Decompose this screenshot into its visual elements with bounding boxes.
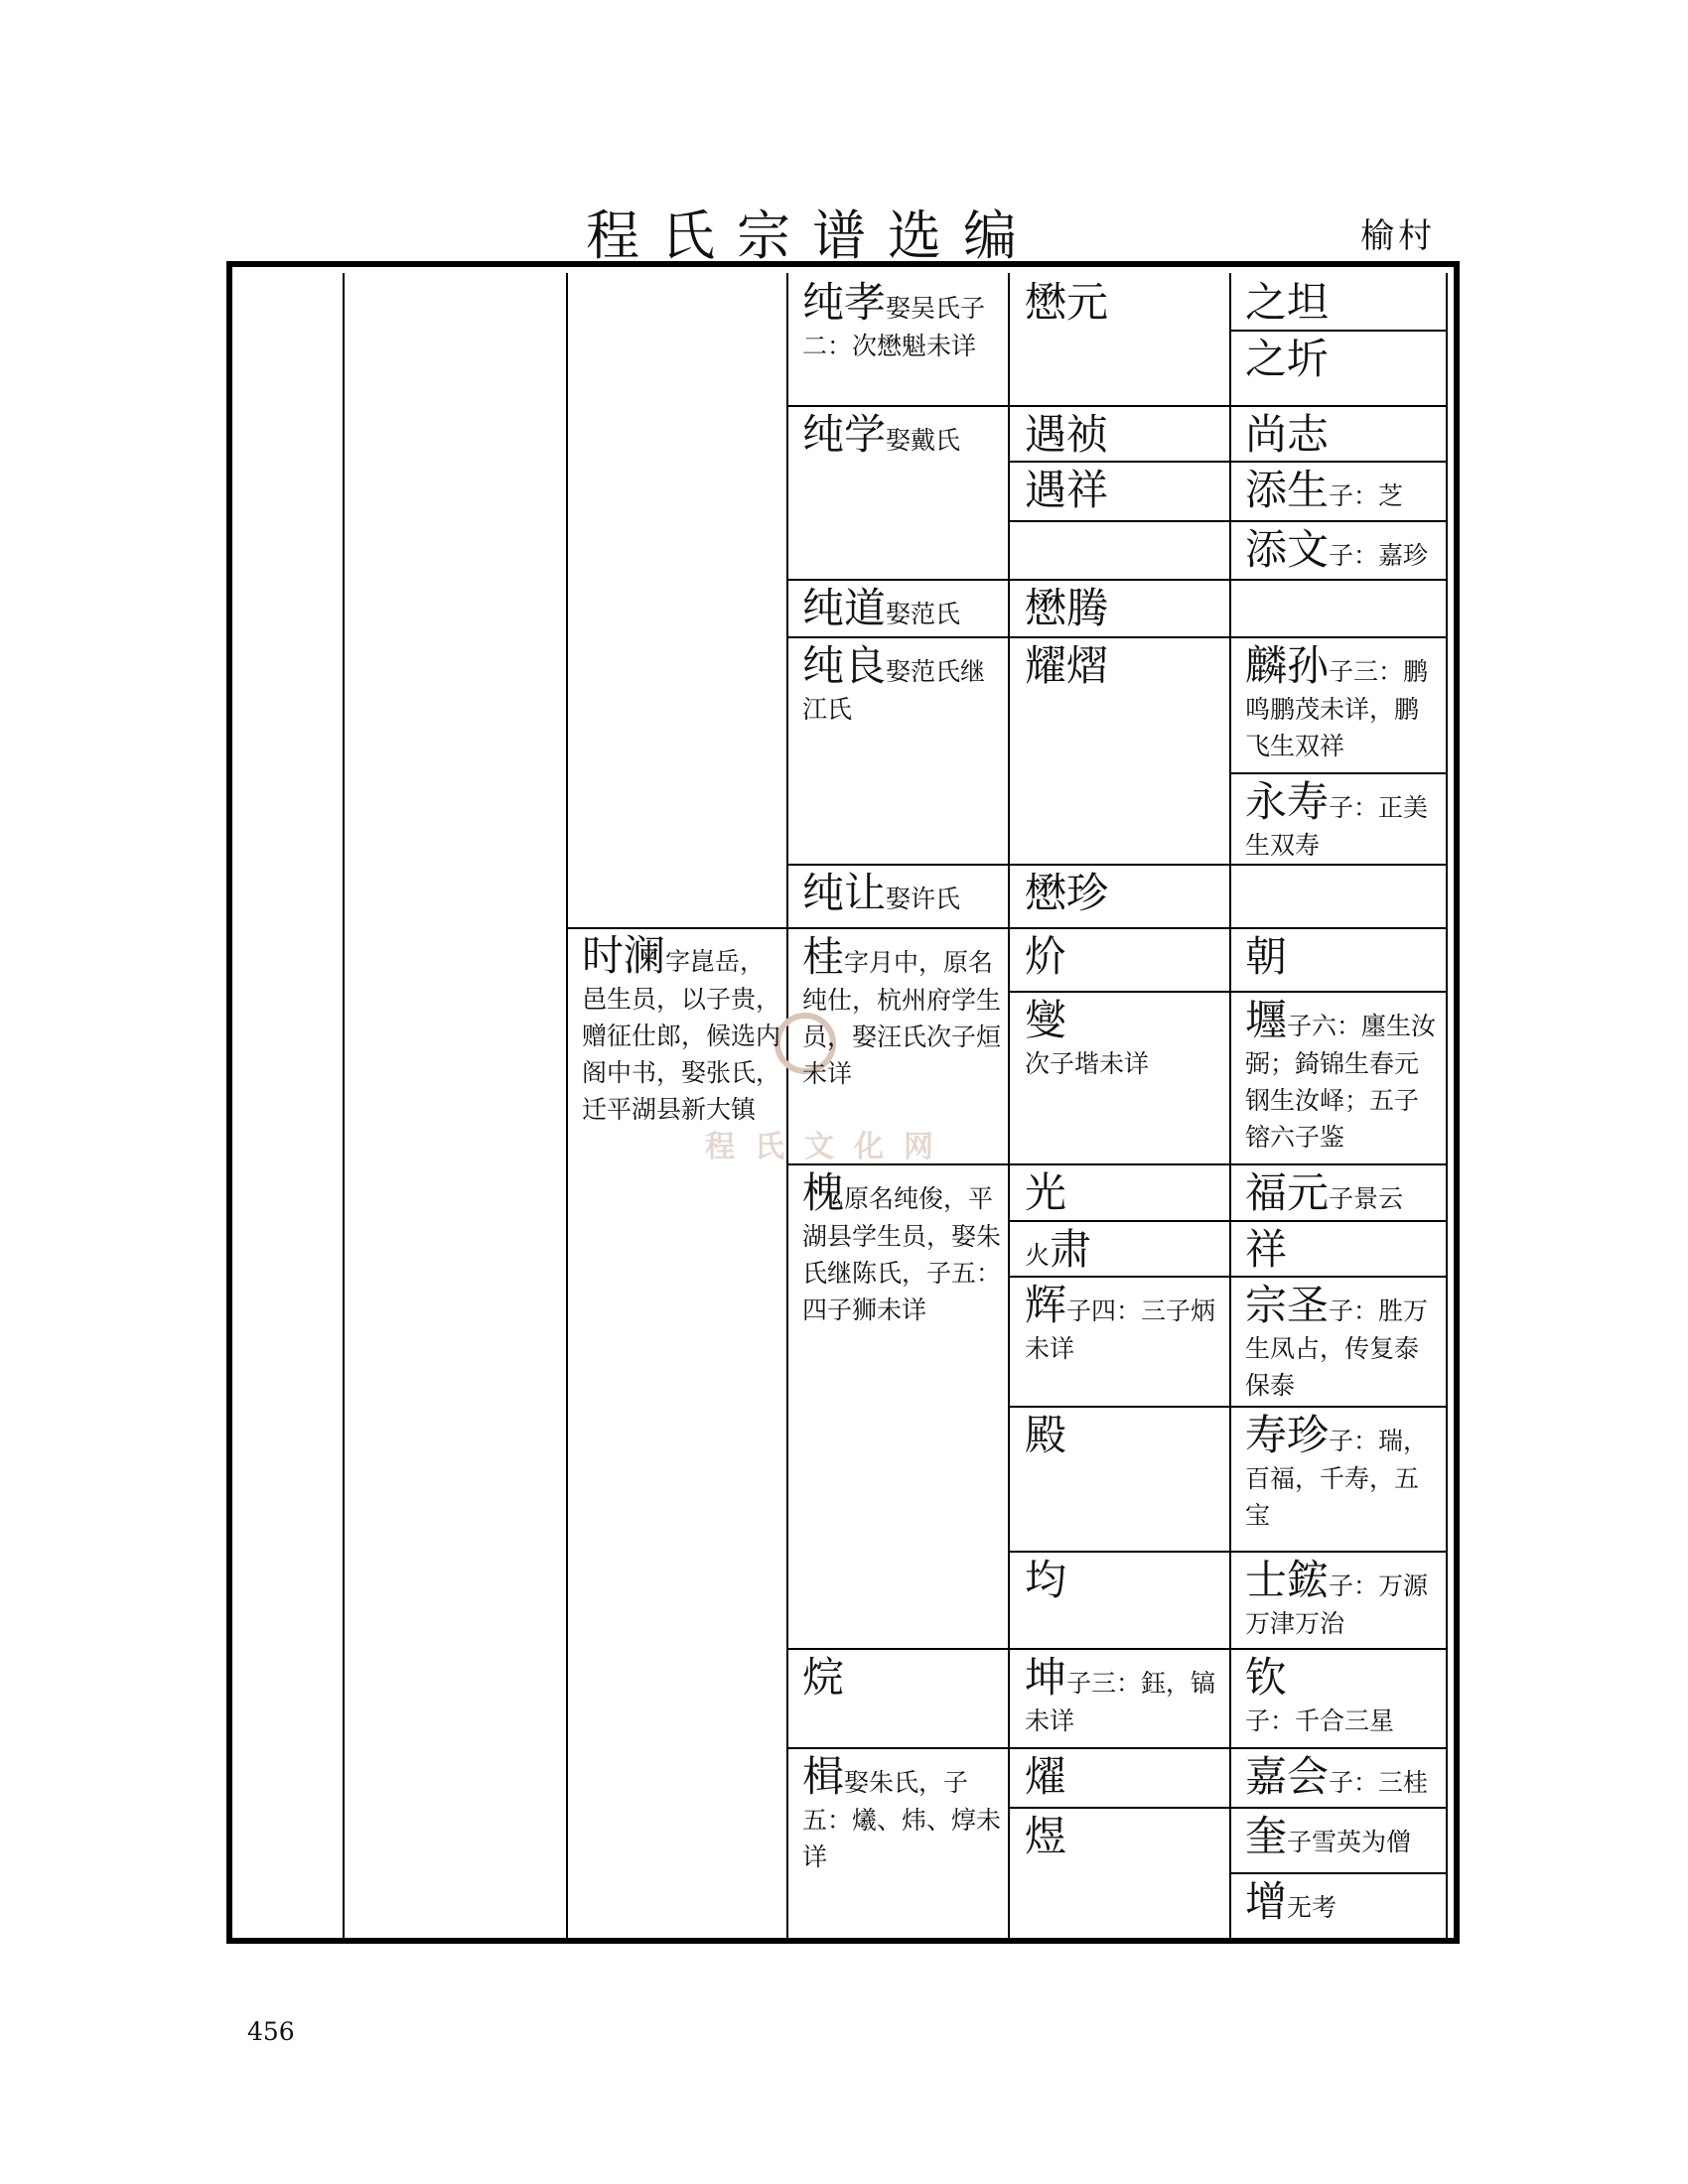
person-note: 字月中，原名纯仕，杭州府学生员，娶汪氏次子烜未详: [802, 948, 1001, 1088]
row-divider: [1008, 636, 1231, 638]
person-name: 奎: [1245, 1812, 1288, 1860]
row-divider: [1008, 461, 1231, 463]
person-note: 无考: [1287, 1893, 1337, 1922]
person-name: 宗圣: [1245, 1281, 1330, 1329]
entry-chao: [1245, 932, 1440, 982]
person-note: 原名纯俊，平湖县学生员，娶朱氏继陈氏，子五：四子狮未详: [802, 1184, 1001, 1324]
person-name: 纯让: [802, 869, 887, 917]
row-divider: [1229, 772, 1448, 774]
entry-xiang: [1245, 1225, 1440, 1275]
entry-jie: [1025, 932, 1223, 982]
entry-hui: [1025, 1281, 1223, 1367]
person-name: 增: [1245, 1877, 1288, 1926]
row-divider: [1229, 1406, 1448, 1408]
row-divider: [786, 1648, 1010, 1650]
person-name: 壥: [1245, 996, 1288, 1044]
person-note: 娶戴氏: [886, 426, 961, 455]
entry-qin: [1245, 1653, 1440, 1739]
person-name: 添生: [1245, 466, 1330, 514]
person-name: 光: [1025, 1168, 1067, 1217]
person-note: 娶许氏: [886, 885, 961, 913]
entry-gui: [802, 932, 1001, 1092]
person-note: 子：正美生双寿: [1245, 793, 1429, 860]
person-name: 辉: [1025, 1281, 1067, 1329]
row-divider: [1008, 864, 1231, 866]
row-divider: [786, 864, 1010, 866]
person-name: 嘉会: [1245, 1752, 1330, 1801]
entry-jiahui: [1245, 1752, 1440, 1802]
entry-shilan: [582, 931, 780, 1128]
person-name: 炌: [1025, 932, 1067, 981]
column-divider: [566, 273, 568, 1943]
person-note: 字崑岳，邑生员，以子贵，赠征仕郎，候选内阁中书，娶张氏，迁平湖县新大镇: [582, 947, 780, 1124]
row-divider: [1008, 1276, 1231, 1278]
person-note: 子：芝: [1329, 481, 1404, 510]
person-name: 之圻: [1245, 335, 1330, 383]
row-divider: [1229, 991, 1448, 993]
row-divider: [1229, 461, 1448, 463]
person-name: 尚志: [1245, 410, 1330, 459]
person-name: 懋元: [1025, 278, 1109, 327]
person-name: 钦: [1245, 1653, 1288, 1702]
column-divider: [1008, 273, 1010, 1943]
person-name: 士鋐: [1245, 1556, 1330, 1604]
column-divider: [1229, 273, 1231, 1943]
row-divider: [1229, 864, 1448, 866]
entry-yuzhen: [1025, 410, 1223, 460]
person-note: 子：三桂: [1329, 1768, 1429, 1797]
entry-maozhen: [1025, 869, 1223, 918]
row-divider: [1229, 330, 1448, 332]
person-note: 子雪英为僧: [1287, 1828, 1412, 1856]
entry-linsun: [1245, 641, 1440, 764]
entry-yuxiang: [1025, 466, 1223, 515]
row-divider: [1008, 1551, 1231, 1553]
row-divider: [786, 636, 1010, 638]
person-name: 均: [1025, 1556, 1067, 1604]
person-radical: 火: [1025, 1241, 1051, 1270]
person-note: 子：瑞，百福，千寿，五宝: [1245, 1427, 1429, 1530]
entry-kuang: [802, 1653, 1001, 1703]
row-divider: [1229, 1220, 1448, 1222]
entry-guang: [1025, 1168, 1223, 1218]
entry-jun: [1025, 1556, 1223, 1605]
entry-chundao: [802, 584, 1001, 633]
row-divider: [1008, 520, 1231, 522]
row-divider: [1008, 1220, 1231, 1222]
row-divider: [1008, 1648, 1231, 1650]
entry-tianwen: [1245, 525, 1440, 575]
person-note: 子：千合三星: [1245, 1706, 1395, 1735]
entry-yu: [1025, 1812, 1223, 1861]
person-name: 寿珍: [1245, 1411, 1330, 1459]
row-divider: [1229, 1163, 1448, 1165]
row-divider: [1229, 636, 1448, 638]
person-name: 福元: [1245, 1168, 1330, 1217]
row-divider: [1229, 1747, 1448, 1749]
entry-kui: [1245, 1812, 1440, 1861]
person-name: 祥: [1245, 1225, 1288, 1274]
person-note: 子四：三子炳未详: [1025, 1297, 1216, 1363]
entry-tiansheng: [1245, 466, 1440, 515]
entry-fuyuan: [1245, 1168, 1440, 1218]
person-name: 楫: [802, 1752, 845, 1801]
person-name: 燮: [1025, 996, 1067, 1044]
row-divider: [1008, 1747, 1231, 1749]
person-note: 子三：鈺，镐未详: [1025, 1669, 1216, 1735]
entry-zhitan: [1245, 278, 1440, 328]
person-name: 时澜: [582, 931, 666, 980]
page-title: 程氏宗谱选编: [586, 205, 1039, 267]
row-divider: [786, 1163, 1010, 1165]
person-note: 次子堦未详: [1025, 1049, 1150, 1078]
column-divider: [343, 273, 345, 1943]
person-note: 子六：廛生汝弼；錡锦生春元钢生汝峄；五子镕六子鉴: [1245, 1012, 1437, 1152]
person-name: 槐: [802, 1168, 845, 1217]
entry-shihong: [1245, 1556, 1440, 1642]
person-name: 之坦: [1245, 278, 1330, 327]
row-divider: [1008, 579, 1231, 581]
row-divider: [1229, 927, 1448, 929]
person-note: 娶朱氏，子五：爔、炜、焞未详: [802, 1768, 1001, 1871]
entry-zeng: [1245, 1877, 1440, 1927]
watermark-text: 程氏文化网: [705, 1130, 953, 1164]
person-name: 肃: [1050, 1225, 1092, 1274]
entry-maoyuan: [1025, 278, 1223, 328]
person-name: 桂: [802, 932, 845, 981]
person-name: 添文: [1245, 525, 1330, 574]
entry-huai: [802, 1168, 1001, 1328]
person-note: 子：胜万生凤占，传复泰保泰: [1245, 1297, 1429, 1400]
person-name: 烷: [802, 1653, 845, 1702]
row-divider: [1008, 1406, 1231, 1408]
entry-zhiqi: [1245, 335, 1440, 384]
row-divider: [786, 405, 1010, 407]
row-divider: [1008, 1163, 1231, 1165]
row-divider: [1008, 1807, 1231, 1809]
village-name: 榆村: [1360, 216, 1436, 256]
entry-chunrang: [802, 869, 1001, 918]
person-name: 耀熠: [1025, 641, 1109, 690]
person-name: 坤: [1025, 1653, 1067, 1702]
entry-yao2: [1025, 1752, 1223, 1802]
person-name: 永寿: [1245, 777, 1330, 826]
person-note: 子：万源万津万治: [1245, 1571, 1429, 1638]
person-note: 子三：鹏鸣鹏茂未详，鹏飞生双祥: [1245, 657, 1429, 760]
row-divider: [1229, 579, 1448, 581]
column-divider: [1446, 273, 1448, 1943]
row-divider: [786, 1747, 1010, 1749]
person-name: 殿: [1025, 1411, 1067, 1459]
person-name: 纯学: [802, 410, 887, 459]
entry-chan: [1245, 996, 1440, 1156]
person-name: 懋珍: [1025, 869, 1109, 917]
person-name: 遇祥: [1025, 466, 1109, 514]
person-note: 娶范氏: [886, 600, 961, 628]
column-divider: [786, 273, 788, 1943]
person-name: 懋腾: [1025, 584, 1109, 632]
entry-yongshou: [1245, 777, 1440, 864]
person-name: 麟孙: [1245, 641, 1330, 690]
row-divider: [1229, 1872, 1448, 1874]
person-name: 遇祯: [1025, 410, 1109, 459]
person-name: 煜: [1025, 1812, 1067, 1860]
entry-dian: [1025, 1411, 1223, 1460]
entry-chunxiao: [802, 278, 1001, 402]
row-divider: [1008, 927, 1231, 929]
entry-chunliang: [802, 641, 1001, 728]
page-number: 456: [247, 2017, 295, 2046]
row-divider: [1008, 405, 1231, 407]
entry-maoteng: [1025, 584, 1223, 633]
person-note: 子景云: [1329, 1184, 1404, 1213]
row-divider: [1229, 520, 1448, 522]
person-note: 娶范氏继江氏: [802, 657, 986, 724]
row-divider: [1229, 1807, 1448, 1809]
row-divider: [786, 579, 1010, 581]
entry-kun: [1025, 1653, 1223, 1739]
person-name: 纯良: [802, 641, 887, 690]
row-divider: [786, 927, 1010, 929]
person-name: 燿: [1025, 1752, 1067, 1801]
row-divider: [1008, 991, 1231, 993]
person-name: 纯孝: [802, 278, 887, 327]
row-divider: [566, 927, 788, 929]
row-divider: [1229, 405, 1448, 407]
entry-xie: [1025, 996, 1223, 1082]
person-name: 朝: [1245, 932, 1288, 981]
person-note: 子：嘉珍: [1329, 541, 1429, 570]
person-note: 娶吴氏子二：次懋魁未详: [802, 294, 986, 360]
entry-yaoxi: [1025, 641, 1223, 691]
entry-shouzhen: [1245, 1411, 1440, 1534]
entry-zongsheng: [1245, 1281, 1440, 1404]
entry-su: [1025, 1225, 1223, 1275]
row-divider: [1229, 1551, 1448, 1553]
entry-chunxue: [802, 410, 1001, 460]
entry-ji: [802, 1752, 1001, 1875]
person-name: 纯道: [802, 584, 887, 632]
row-divider: [1229, 1648, 1448, 1650]
entry-shangzhi: [1245, 410, 1440, 460]
row-divider: [1229, 1276, 1448, 1278]
